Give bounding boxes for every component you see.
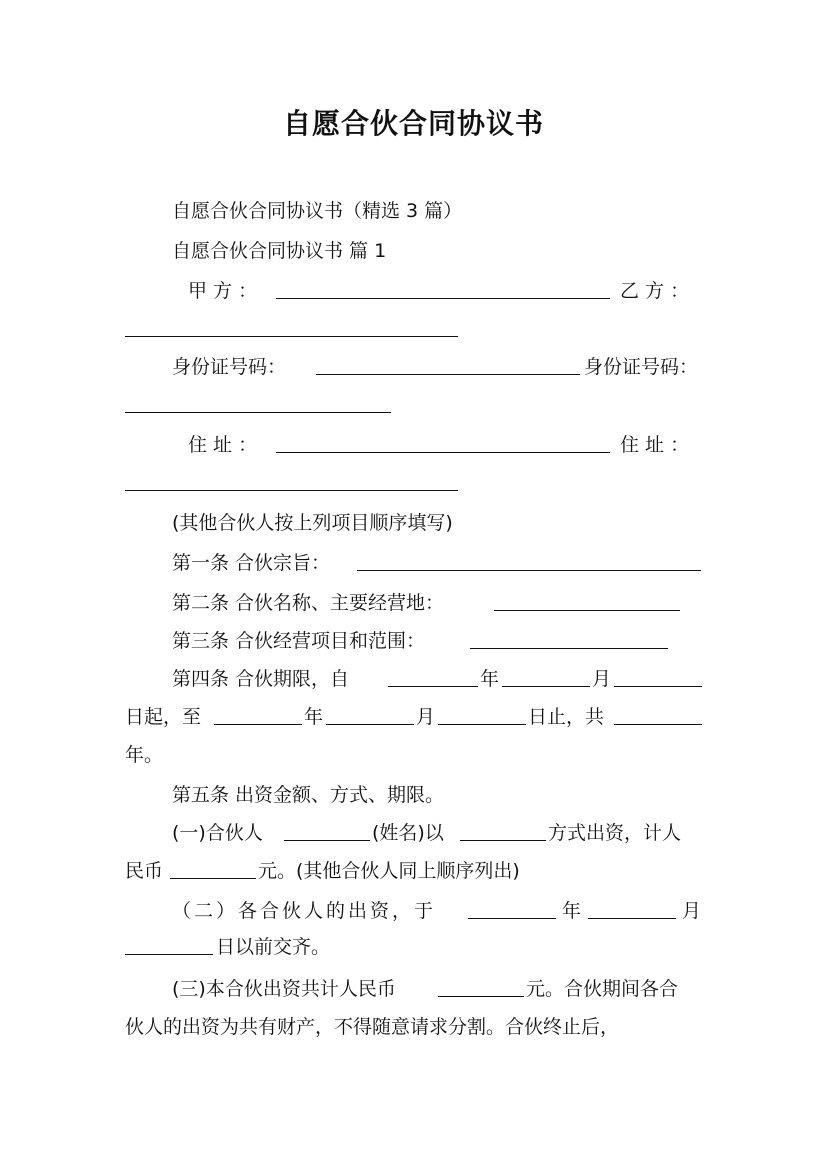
article-1: 第一条 合伙宗旨： [172,552,331,574]
total-years-blank [614,706,702,725]
heading-1: 自愿合伙合同协议书（精选 3 篇） [172,200,463,222]
article-5: 第五条 出资金额、方式、期限。 [172,784,445,806]
party-b-blank [125,318,458,337]
addr-a-blank [276,434,610,453]
clause-3-b: 元。合伙期间各合 [526,978,679,1000]
amount-blank [170,860,256,879]
id-b-label: 身份证号码： [584,356,699,378]
clause-1-e: 元。(其他合伙人同上顺序列出) [258,860,520,882]
article-1-blank [357,552,701,571]
day-end-text: 日止，共 [528,706,605,728]
clause-1-d: 民币 [125,860,164,882]
article-2-blank [494,592,680,611]
addr-b-blank [125,472,458,491]
month-label: 月 [592,668,612,690]
method-blank [460,822,546,841]
document-title: 自愿合伙合同协议书 [282,107,544,140]
clause-2-year-blank [468,900,556,919]
clause-2-month-blank [588,900,676,919]
clause-2-a: （二）各合伙人的出资，于 [172,900,437,922]
clause-2-d: 日以前交齐。 [216,936,331,958]
partner-name-blank [284,822,370,841]
clause-2-c: 月 [682,900,702,922]
year-label: 年 [480,668,500,690]
party-a-label: 甲 方 ： [188,280,258,302]
end-month-blank [326,706,414,725]
article-3-blank [470,630,668,649]
clause-1-c: 方式出资，计人 [548,822,682,844]
clause-1-b: (姓名)以 [372,822,444,844]
id-a-blank [316,356,580,375]
start-month-blank [502,668,590,687]
month-label-2: 月 [416,706,436,728]
note-text: (其他合伙人按上列项目顺序填写) [172,512,453,534]
addr-a-label: 住 址 ： [188,434,258,456]
clause-2-b: 年 [562,900,582,922]
clause-3-c: 伙人的出资为共有财产，不得随意请求分割。合伙终止后， [125,1016,620,1038]
article-2: 第二条 合伙名称、主要经营地： [172,592,445,614]
start-day-blank [614,668,702,687]
clause-1-a: (一)合伙人 [172,822,263,844]
clause-3-a: (三)本合伙出资共计人民币 [172,978,396,1000]
addr-b-label: 住 址 ： [620,434,690,456]
day-start-text: 日起，至 [125,706,202,728]
heading-2: 自愿合伙合同协议书 篇 1 [172,240,387,262]
article-3: 第三条 合伙经营项目和范围： [172,630,426,652]
year-end-text: 年。 [125,744,164,766]
end-year-blank [214,706,302,725]
article-4: 第四条 合伙期限，自 [172,668,350,690]
party-b-label: 乙 方 ： [620,280,690,302]
start-year-blank [388,668,478,687]
id-a-label: 身份证号码： [172,356,287,378]
end-day-blank [438,706,526,725]
year-label-2: 年 [304,706,324,728]
party-a-blank [276,280,610,299]
total-amount-blank [438,978,524,997]
id-b-blank [125,394,391,413]
clause-2-day-blank [125,936,213,955]
